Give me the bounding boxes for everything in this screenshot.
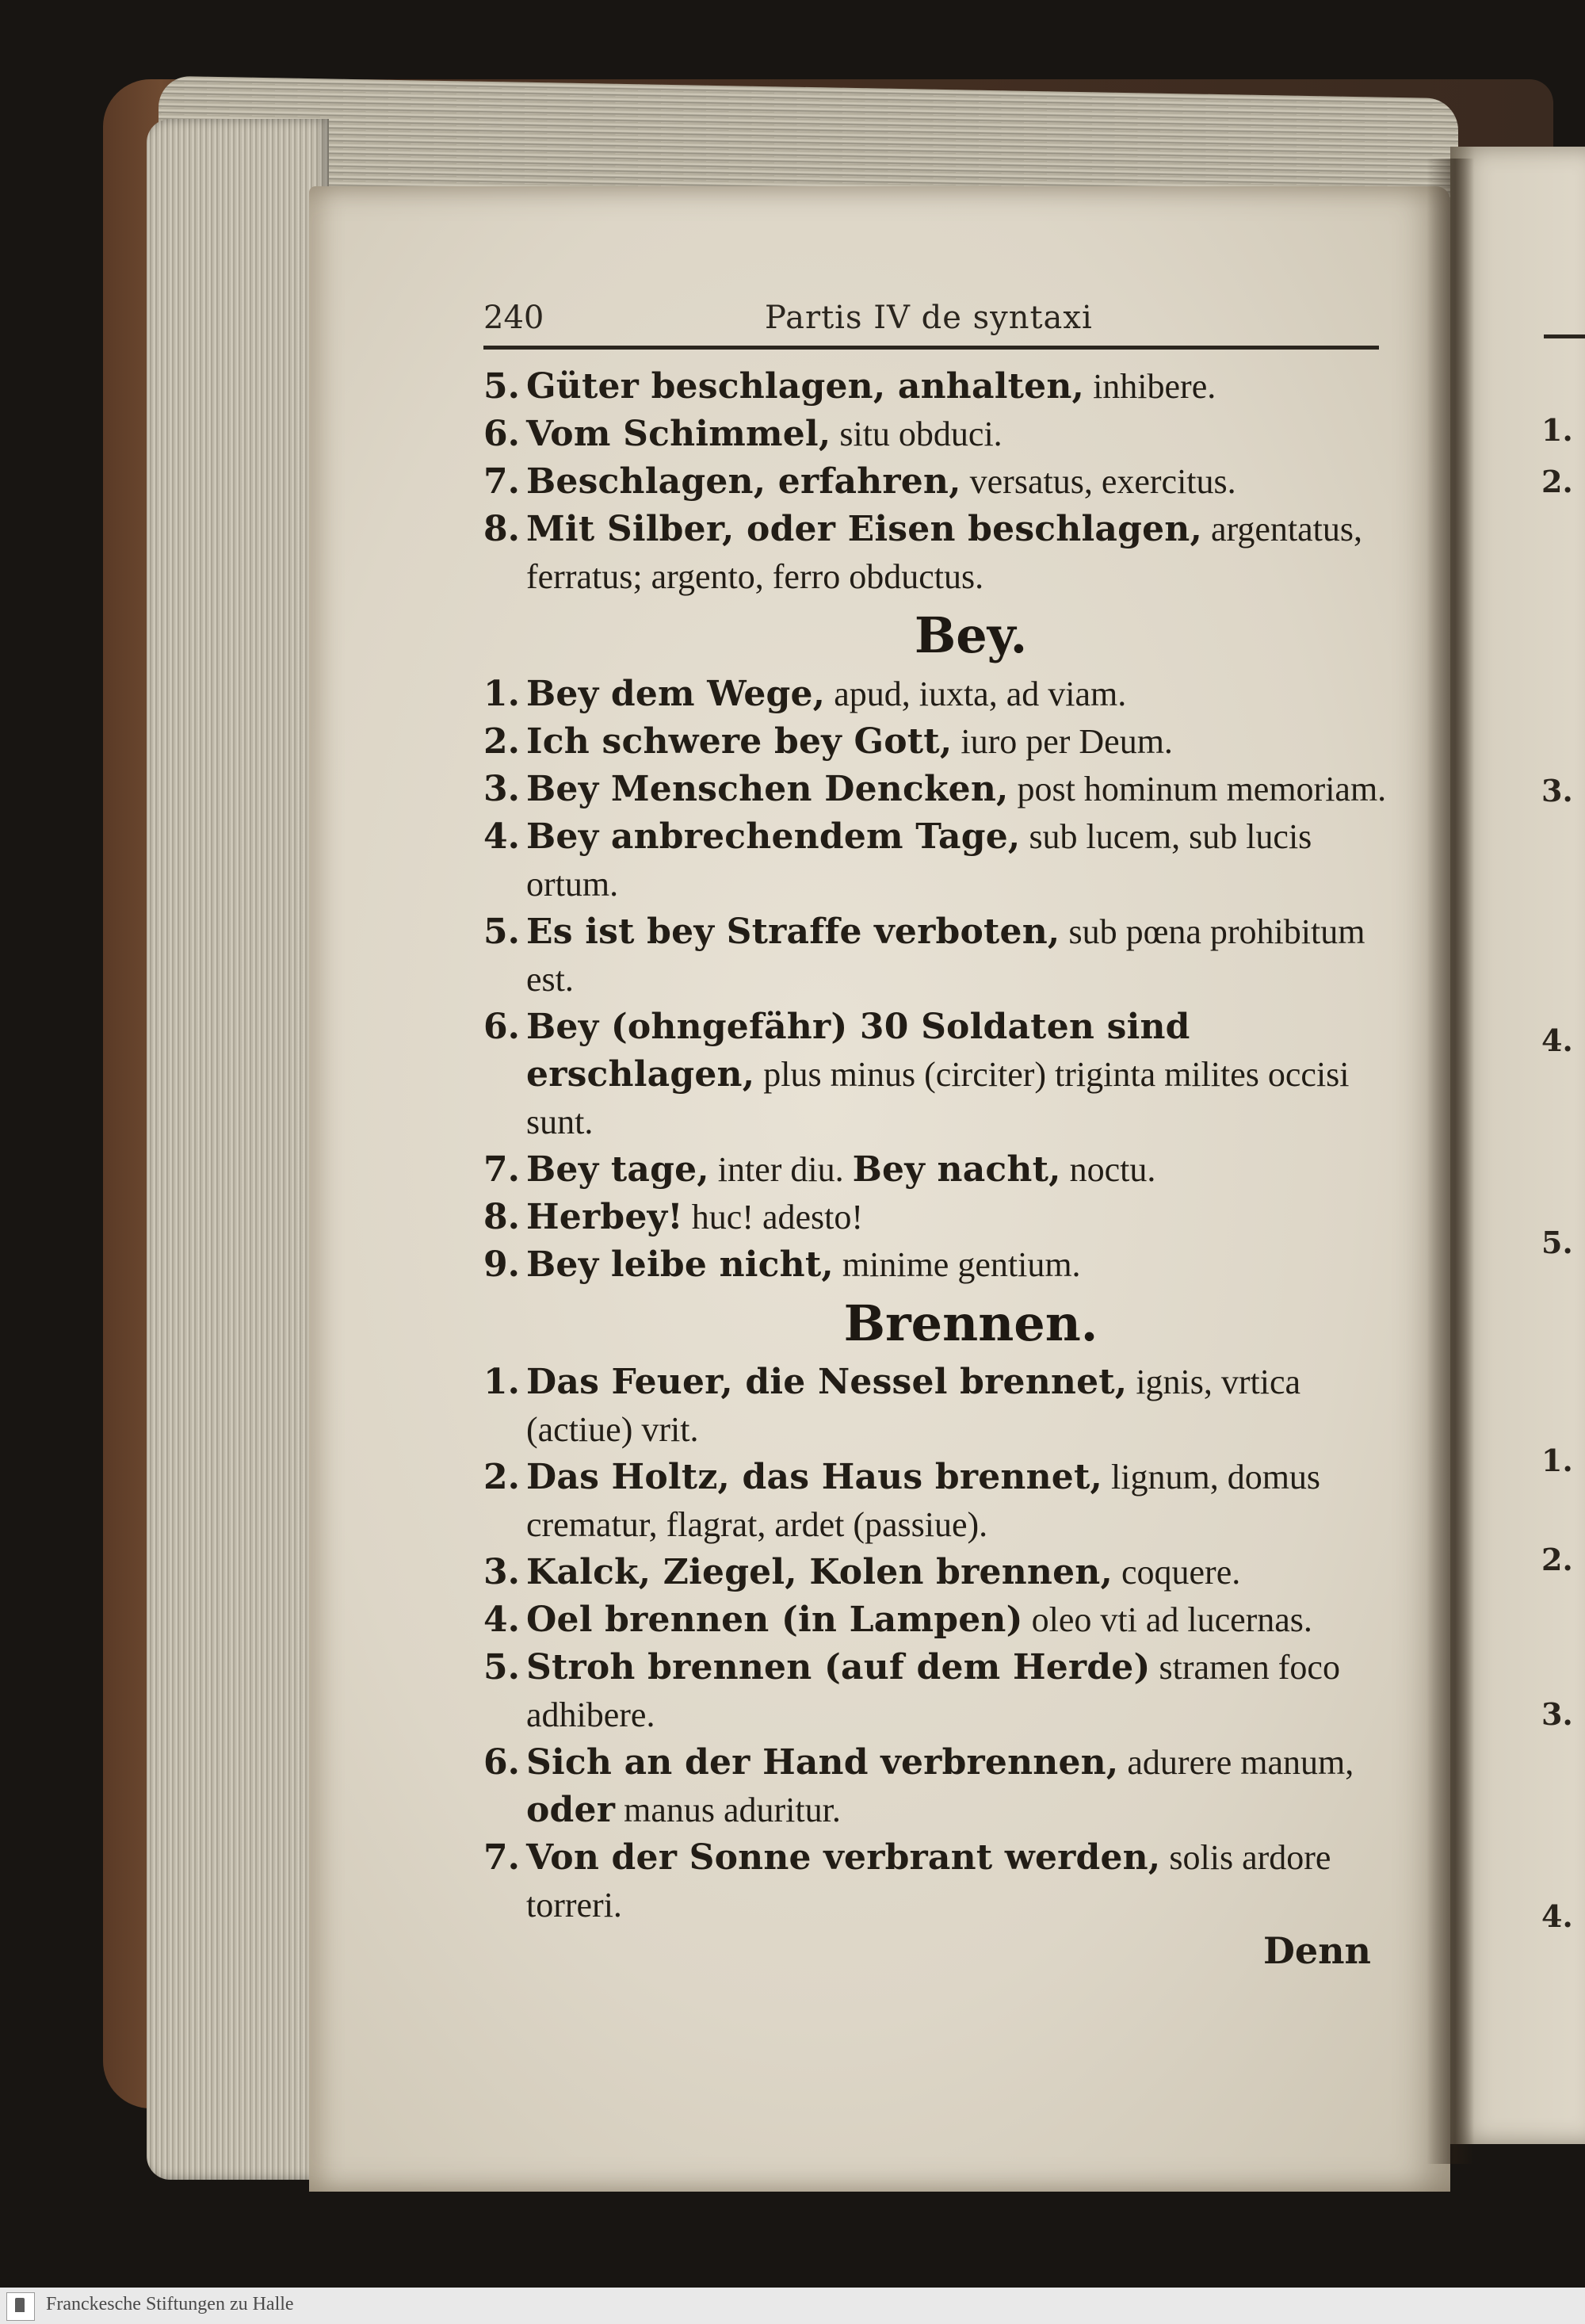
german-phrase: Bey anbrechendem Tage, (526, 816, 1021, 857)
latin-gloss: noctu. (1060, 1150, 1156, 1189)
german-phrase: Bey nacht, (852, 1149, 1061, 1190)
facing-page-number: 3. (1541, 1696, 1573, 1732)
entry: 8. Herbey! huc! adesto! (483, 1197, 864, 1237)
latin-gloss: sub pœna prohibitum est. (526, 912, 1365, 999)
facing-page-number: 2. (1541, 1542, 1573, 1577)
latin-gloss: plus minus (circiter) triginta milites occisi sunt. (526, 1055, 1350, 1141)
latin-gloss: inhibere. (1084, 367, 1216, 406)
german-phrase: Vom Schimmel, (526, 414, 831, 454)
page-body (483, 363, 1395, 1972)
german-phrase: Stroh brennen (auf dem Herde) (526, 1647, 1151, 1688)
book-gutter-shadow (1426, 159, 1474, 2164)
latin-gloss: stramen foco adhibere. (526, 1648, 1340, 1734)
german-phrase: Güter beschlagen, anhalten, (526, 366, 1085, 407)
entry: 4. Bey anbrechendem Tage, sub lucem, sub lucis ortum. (483, 816, 1312, 904)
german-phrase: Mit Silber, oder Eisen beschlagen, (526, 509, 1202, 549)
latin-gloss: sub lucem, sub lucis ortum. (526, 817, 1312, 904)
german-phrase: Kalck, Ziegel, Kolen brennen, (526, 1552, 1113, 1592)
latin-gloss: iuro per Deum. (952, 722, 1173, 761)
latin-gloss: apud, iuxta, ad viam. (825, 675, 1127, 713)
facing-page-number: 4. (1541, 1022, 1573, 1058)
german-phrase: Das Holtz, das Haus brennet, (526, 1457, 1103, 1497)
entry: 7. Beschlagen, erfahren, versatus, exercitus. (483, 461, 1236, 502)
latin-gloss: solis ardore torreri. (526, 1838, 1331, 1925)
entry: 8. Mit Silber, oder Eisen beschlagen, argentatus, ferratus; argento, ferro obductus. (483, 509, 1363, 596)
entry: 5. Güter beschlagen, anhalten, inhibere. (483, 366, 1216, 407)
german-phrase: oder (526, 1790, 616, 1830)
german-phrase: Ich schwere bey Gott, (526, 721, 953, 762)
page-block-side-edge (147, 119, 329, 2180)
german-phrase: Von der Sonne verbrant werden, (526, 1837, 1161, 1878)
entry: 4. Oel brennen (in Lampen) oleo vti ad lucernas. (483, 1600, 1312, 1640)
german-phrase: Sich an der Hand verbrennen, (526, 1742, 1119, 1783)
german-phrase: Bey dem Wege, (526, 674, 826, 714)
latin-gloss: inter diu. (708, 1150, 853, 1189)
entry: 6. Sich an der Hand verbrennen, adurere manum, oder manus aduritur. (483, 1742, 1354, 1830)
page-number: 240 (483, 300, 544, 336)
entry: 5. Es ist bey Straffe verboten, sub pœna prohibitum est. (483, 912, 1365, 999)
german-phrase: Beschlagen, erfahren, (526, 461, 961, 502)
facing-page-number: 1. (1541, 412, 1573, 448)
entries-beschlagen (483, 363, 1395, 601)
latin-gloss: post hominum memoriam. (1008, 770, 1387, 808)
latin-gloss: argentatus, ferratus; argento, ferro obductus. (526, 510, 1363, 596)
footer-bar (0, 2288, 1585, 2324)
entry: 1. Bey dem Wege, apud, iuxta, ad viam. (483, 674, 1127, 714)
german-phrase: Bey leibe nicht, (526, 1244, 834, 1285)
running-head: Partis IV de syntaxi (765, 300, 1093, 336)
german-phrase: Oel brennen (in Lampen) (526, 1600, 1023, 1640)
german-phrase: Bey Menschen Dencken, (526, 769, 1009, 809)
facing-page-number: 5. (1541, 1225, 1573, 1260)
footer-institution: Franckesche Stiftungen zu Halle (46, 2294, 294, 2314)
latin-gloss: manus aduritur. (615, 1791, 841, 1829)
entry: 2. Ich schwere bey Gott, iuro per Deum. (483, 721, 1173, 762)
entry: 1. Das Feuer, die Nessel brennet, ignis, vrtica (actiue) vrit. (483, 1362, 1301, 1449)
german-phrase: Herbey! (526, 1197, 683, 1237)
entry: 7. Bey tage, inter diu. Bey nacht, noctu. (483, 1149, 1156, 1190)
latin-gloss: huc! adesto! (682, 1198, 864, 1237)
german-phrase: Das Feuer, die Nessel brennet, (526, 1362, 1128, 1402)
german-phrase: Bey (ohngefähr) 30 Soldaten sind erschlagen, (526, 1007, 1190, 1095)
header-rule (483, 346, 1379, 350)
latin-gloss: adurere manum, (1118, 1743, 1354, 1782)
institution-logo-icon (6, 2292, 35, 2321)
latin-gloss: ignis, vrtica (actiue) vrit. (526, 1363, 1301, 1449)
section-heading-bey: Bey. (914, 606, 1028, 664)
entries-bey (483, 671, 1395, 1289)
facing-page-number: 1. (1541, 1443, 1573, 1478)
section-heading-brennen: Brennen. (843, 1294, 1098, 1352)
entry: 7. Von der Sonne verbrant werden, solis ardore torreri. (483, 1837, 1331, 1925)
german-phrase: Bey tage, (526, 1149, 709, 1190)
latin-gloss: situ obduci. (831, 415, 1003, 453)
german-phrase: Es ist bey Straffe verboten, (526, 912, 1060, 952)
latin-gloss: lignum, domus crematur, flagrat, ardet (passiue). (526, 1458, 1321, 1544)
facing-page-header-rule (1544, 334, 1585, 338)
latin-gloss: coquere. (1113, 1553, 1241, 1592)
facing-page-number: 2. (1541, 464, 1573, 499)
entry: 6. Bey (ohngefähr) 30 Soldaten sind erschlagen, plus minus (circiter) triginta milites occisi sunt. (483, 1007, 1350, 1141)
latin-gloss: oleo vti ad lucernas. (1022, 1600, 1312, 1639)
latin-gloss: versatus, exercitus. (961, 462, 1236, 501)
entry: 3. Kalck, Ziegel, Kolen brennen, coquere. (483, 1552, 1241, 1592)
entry: 2. Das Holtz, das Haus brennet, lignum, domus crematur, flagrat, ardet (passiue). (483, 1457, 1321, 1544)
facing-page-number: 4. (1541, 1898, 1573, 1934)
entry: 5. Stroh brennen (auf dem Herde) stramen foco adhibere. (483, 1647, 1340, 1734)
entries-brennen (483, 1359, 1395, 1929)
facing-page-number: 3. (1541, 773, 1573, 808)
entry: 6. Vom Schimmel, situ obduci. (483, 414, 1003, 454)
entry: 9. Bey leibe nicht, minime gentium. (483, 1244, 1081, 1285)
catchword: Denn (1262, 1929, 1371, 1972)
page-header (483, 300, 1379, 347)
latin-gloss: minime gentium. (833, 1245, 1081, 1284)
entry: 3. Bey Menschen Dencken, post hominum memoriam. (483, 769, 1387, 809)
